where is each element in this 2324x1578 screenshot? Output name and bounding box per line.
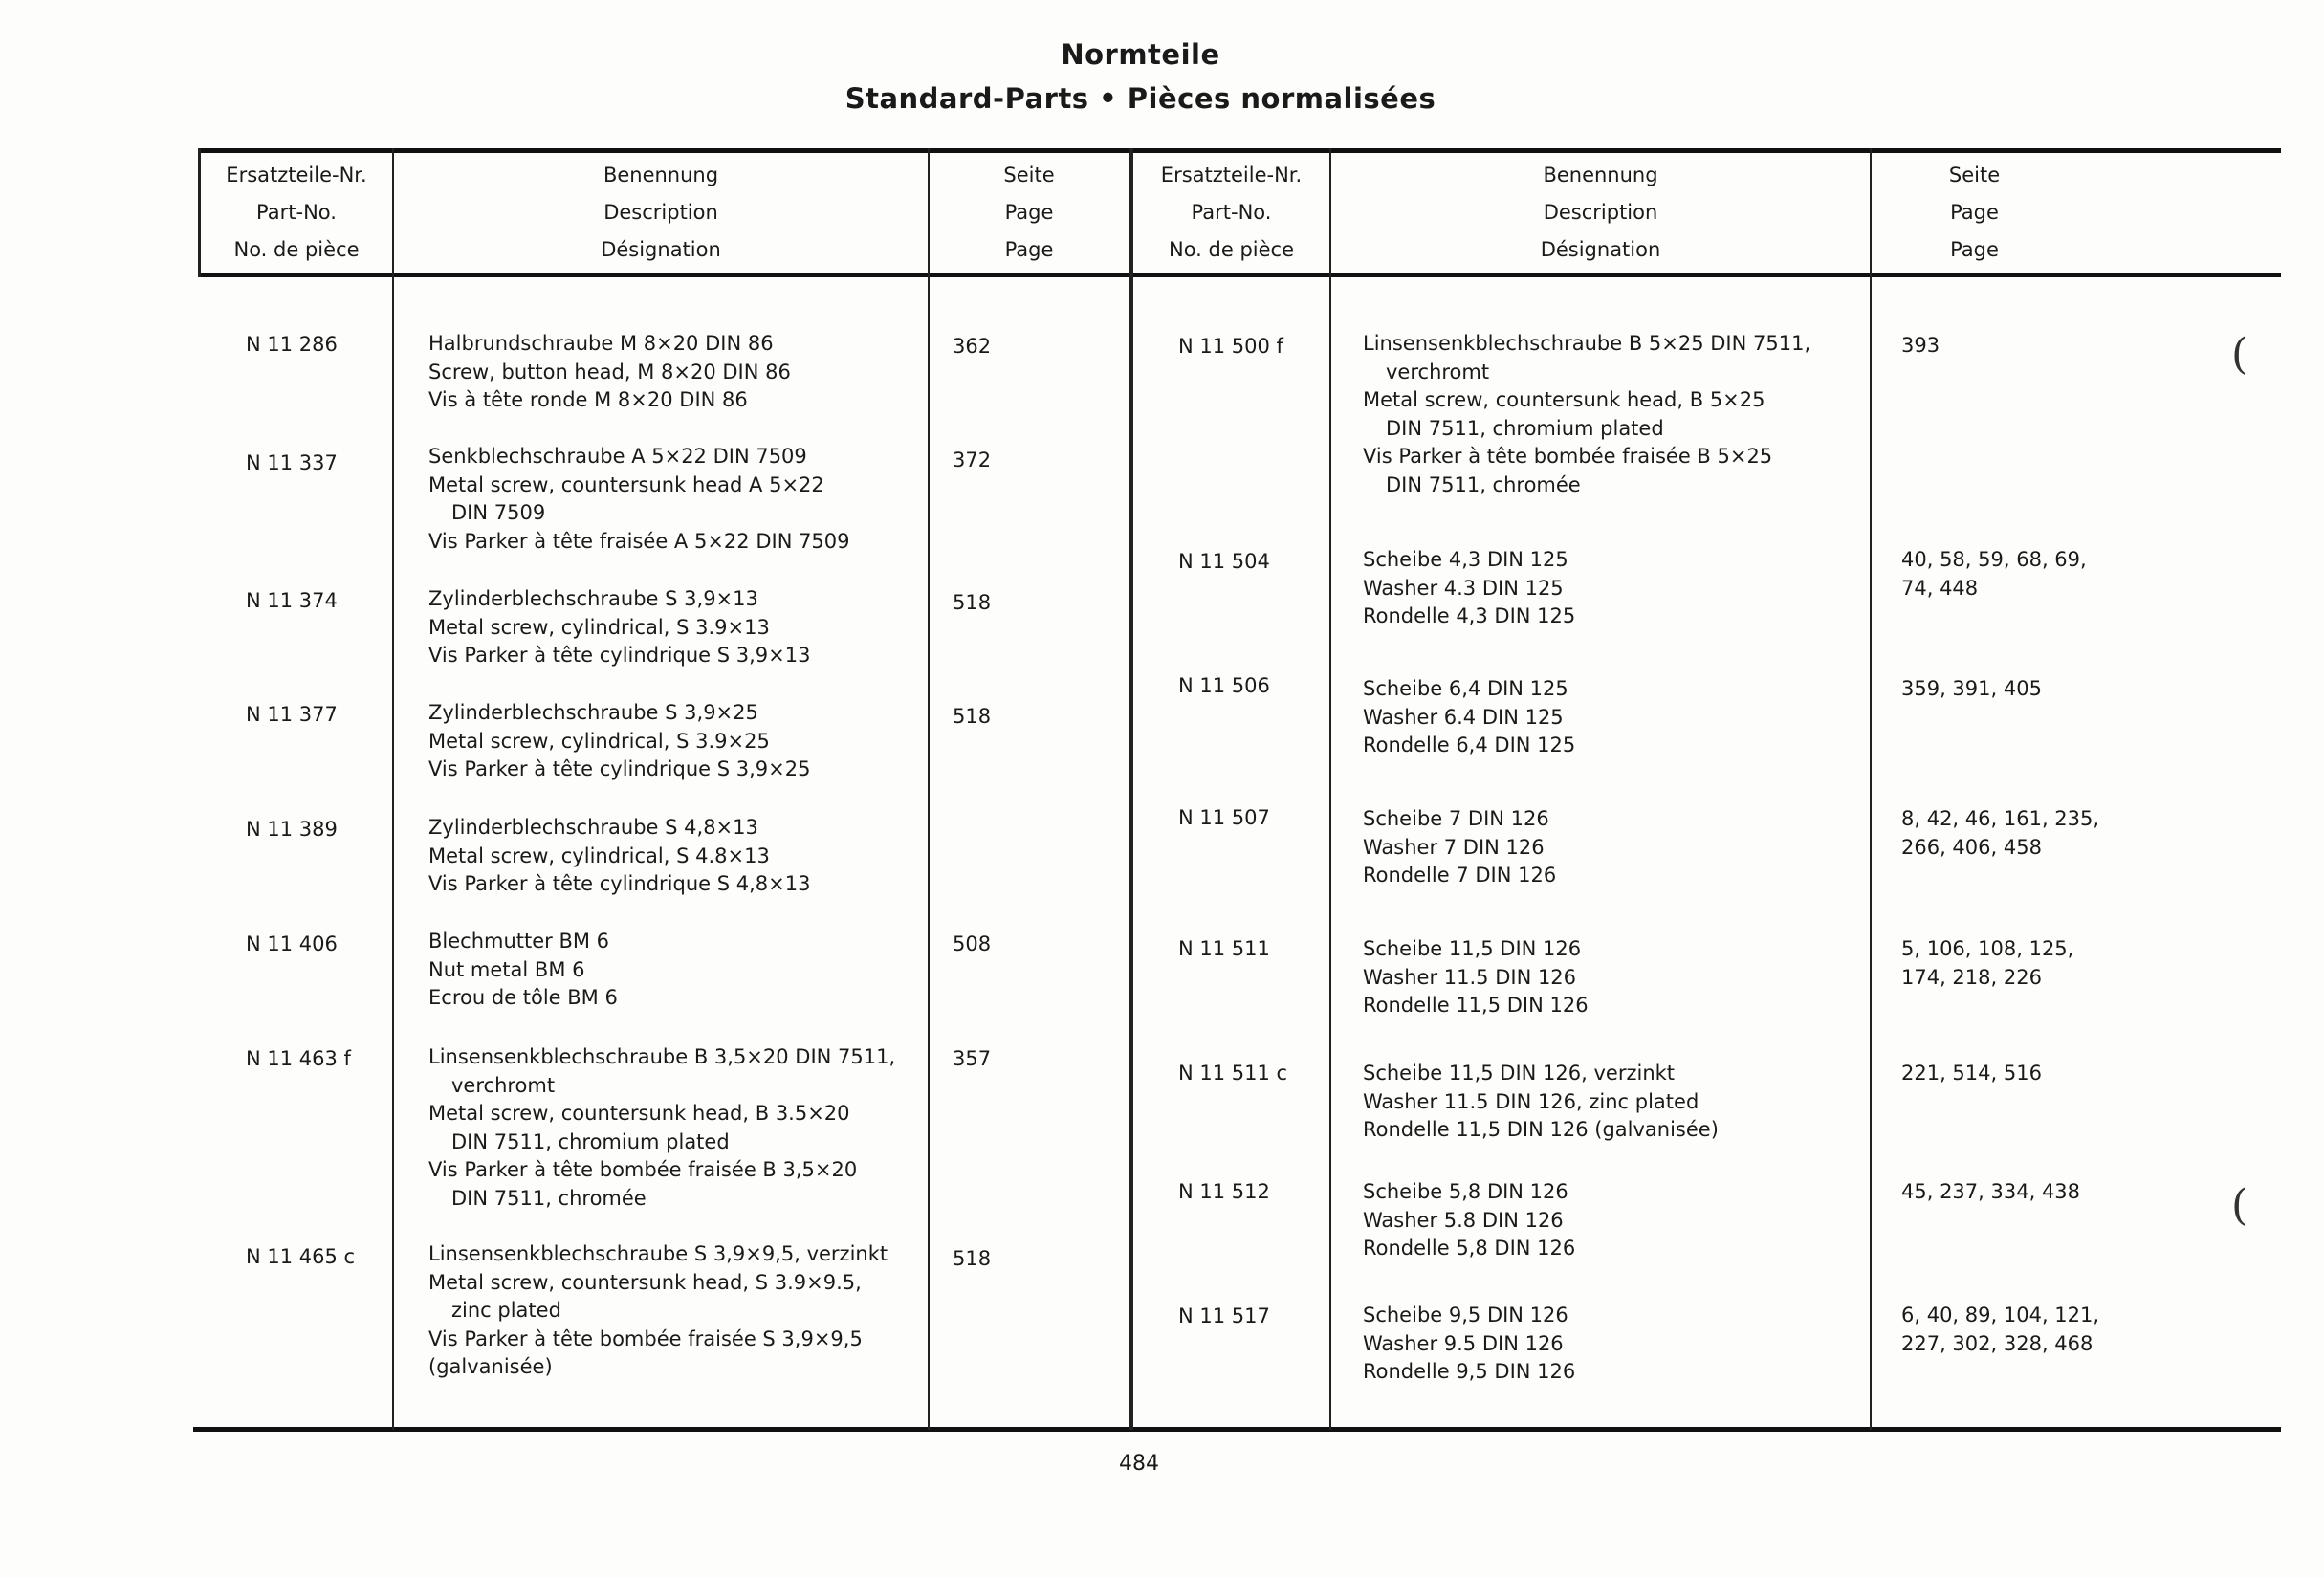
description-line: DIN 7509 (451, 501, 546, 524)
description-line: Washer 11.5 DIN 126 (1363, 965, 1577, 989)
description-line: Vis Parker à tête cylindrique S 3,9×25 (428, 757, 811, 780)
description-line: Metal screw, cylindrical, S 3.9×25 (428, 729, 770, 753)
header-part-line: Part-No. (1191, 201, 1272, 224)
description-line: verchromt (451, 1073, 556, 1097)
page-reference: 6, 40, 89, 104, 121, (1901, 1304, 2100, 1326)
description-line: Halbrundschraube M 8×20 DIN 86 (428, 332, 774, 355)
description-line: Scheibe 5,8 DIN 126 (1363, 1180, 1568, 1203)
table-center-divider (1129, 148, 1133, 1430)
header-part-line: Ersatzteile-Nr. (226, 164, 367, 186)
part-description (1363, 1060, 1719, 1145)
part-number: N 11 406 (246, 932, 338, 955)
description-line: Linsensenkblechschraube B 3,5×20 DIN 7511, (428, 1045, 896, 1068)
part-number: N 11 517 (1178, 1304, 1270, 1327)
description-line: DIN 7511, chromée (451, 1186, 647, 1210)
page-references (1901, 935, 2073, 992)
description-line: Washer 11.5 DIN 126, zinc plated (1363, 1089, 1699, 1113)
page-reference: 359, 391, 405 (1901, 677, 2042, 700)
part-description (428, 699, 810, 784)
page-reference: 393 (1901, 334, 1940, 357)
part-description (428, 330, 791, 415)
part-number: N 11 337 (246, 451, 338, 474)
description-line: Washer 7 DIN 126 (1363, 835, 1545, 859)
page-title: Normteile (1061, 38, 1220, 71)
description-line: Washer 9.5 DIN 126 (1363, 1331, 1564, 1355)
page-reference: 8, 42, 46, 161, 235, (1901, 807, 2100, 830)
page-reference: 5, 106, 108, 125, (1901, 937, 2074, 960)
description-line: Washer 4.3 DIN 125 (1363, 576, 1564, 600)
part-number: N 11 389 (246, 818, 338, 841)
header-page-line: Seite (1948, 164, 2001, 186)
part-description (428, 1240, 888, 1382)
header-part-line: Ersatzteile-Nr. (1160, 164, 1303, 186)
description-line: Scheibe 11,5 DIN 126, verzinkt (1363, 1062, 1676, 1085)
page-reference: 174, 218, 226 (1901, 965, 2042, 989)
description-line: Scheibe 7 DIN 126 (1363, 807, 1549, 830)
description-line: Zylinderblechschraube S 4,8×13 (428, 816, 758, 839)
description-line: Linsensenkblechschraube S 3,9×9,5, verzinkt (428, 1242, 888, 1265)
description-line: Zylinderblechschraube S 3,9×13 (428, 587, 758, 610)
part-number: N 11 465 c (246, 1245, 356, 1268)
page-reference: 221, 514, 516 (1901, 1062, 2042, 1085)
page-reference: 372 (953, 449, 992, 471)
header-part-no-right (1133, 157, 1329, 272)
header-page-line: Page (1950, 201, 1999, 224)
page-references (1901, 1060, 2042, 1088)
description-line: Metal screw, countersunk head, B 3.5×20 (428, 1102, 850, 1125)
header-page-line: Page (1950, 238, 1999, 261)
part-number: N 11 374 (246, 589, 338, 612)
part-description (428, 585, 810, 670)
page-reference: 518 (953, 591, 992, 614)
description-line: Metal screw, cylindrical, S 3.9×13 (428, 615, 770, 639)
part-number: N 11 511 (1178, 937, 1270, 960)
description-line: Scheibe 9,5 DIN 126 (1363, 1304, 1568, 1326)
description-line: verchromt (1386, 360, 1490, 384)
description-line: Vis Parker à tête fraisée A 5×22 DIN 7509 (428, 529, 850, 553)
col-divider-right-desc (1329, 148, 1331, 1430)
description-line: Scheibe 6,4 DIN 125 (1363, 677, 1568, 700)
description-line: (galvanisée) (428, 1355, 553, 1378)
table-bottom-rule (193, 1427, 2281, 1432)
header-desc-line: Benennung (603, 164, 719, 186)
description-line: Vis Parker à tête bombée fraisée B 5×25 (1363, 445, 1773, 468)
page-reference: 357 (953, 1047, 992, 1070)
part-description (1363, 546, 1575, 631)
description-line: Senkblechschraube A 5×22 DIN 7509 (428, 445, 807, 468)
description-line: zinc plated (451, 1299, 561, 1322)
page-reference: 518 (953, 705, 992, 728)
header-desc-line: Benennung (1543, 164, 1658, 186)
part-number: N 11 507 (1178, 806, 1270, 829)
description-line: Rondelle 11,5 DIN 126 (galvanisée) (1363, 1118, 1719, 1141)
page-references (1901, 1302, 2099, 1358)
part-description (428, 443, 850, 556)
header-page-line: Page (1004, 238, 1054, 261)
col-divider-left-desc (392, 148, 394, 1430)
part-description (1363, 675, 1575, 760)
header-part-line: No. de pièce (1168, 238, 1294, 261)
description-line: Washer 5.8 DIN 126 (1363, 1208, 1564, 1232)
header-desc-line: Description (1543, 201, 1658, 224)
part-number: N 11 377 (246, 703, 338, 726)
description-line: Rondelle 9,5 DIN 126 (1363, 1360, 1576, 1383)
part-number: N 11 512 (1178, 1180, 1270, 1203)
page-references (1901, 805, 2099, 862)
description-line: Nut metal BM 6 (428, 957, 585, 981)
description-line: Rondelle 6,4 DIN 125 (1363, 734, 1576, 756)
page-number: 484 (1119, 1452, 1159, 1476)
page-reference: 518 (953, 1247, 992, 1270)
header-desc-line: Désignation (1540, 238, 1661, 261)
page-references (1901, 675, 2042, 704)
binder-hole-mark-icon: ( (2231, 330, 2248, 379)
part-number: N 11 511 c (1178, 1062, 1288, 1085)
description-line: Rondelle 7 DIN 126 (1363, 864, 1557, 887)
header-page-line: Page (1004, 201, 1054, 224)
header-description-left (394, 157, 928, 272)
part-number: N 11 463 f (246, 1047, 351, 1070)
part-description (1363, 1302, 1575, 1387)
description-line: Zylinderblechschraube S 3,9×25 (428, 701, 758, 724)
page-references (1901, 1178, 2080, 1207)
part-number: N 11 286 (246, 333, 338, 356)
header-part-line: Part-No. (256, 201, 337, 224)
page-reference: 266, 406, 458 (1901, 835, 2042, 859)
page-reference: 40, 58, 59, 68, 69, (1901, 548, 2087, 571)
description-line: Rondelle 5,8 DIN 126 (1363, 1237, 1576, 1260)
description-line: Rondelle 4,3 DIN 125 (1363, 604, 1576, 627)
page-references (1901, 332, 1940, 361)
description-line: Vis Parker à tête bombée fraisée S 3,9×9,5 (428, 1326, 863, 1350)
description-line: Screw, button head, M 8×20 DIN 86 (428, 360, 791, 384)
part-description (428, 814, 810, 899)
description-line: Scheibe 4,3 DIN 125 (1363, 548, 1568, 571)
part-number: N 11 500 f (1178, 335, 1283, 358)
page-reference: 362 (953, 335, 992, 358)
description-line: Vis Parker à tête bombée fraisée B 3,5×20 (428, 1158, 858, 1181)
description-line: DIN 7511, chromium plated (451, 1129, 730, 1153)
header-part-no-left (201, 157, 392, 272)
header-description-right (1331, 157, 1870, 272)
description-line: DIN 7511, chromée (1386, 472, 1581, 496)
page-reference: 74, 448 (1901, 576, 1979, 600)
header-page-left (930, 157, 1129, 272)
description-line: Washer 6.4 DIN 125 (1363, 705, 1564, 729)
binder-hole-mark-icon: ( (2231, 1181, 2248, 1230)
description-line: Metal screw, cylindrical, S 4.8×13 (428, 844, 770, 867)
description-line: Scheibe 11,5 DIN 126 (1363, 937, 1582, 960)
description-line: Metal screw, countersunk head, S 3.9×9.5, (428, 1270, 862, 1294)
description-line: Metal screw, countersunk head, B 5×25 (1363, 388, 1765, 411)
description-line: Blechmutter BM 6 (428, 930, 610, 953)
header-page-right (1872, 157, 2077, 272)
description-line: Linsensenkblechschraube B 5×25 DIN 7511, (1363, 332, 1811, 355)
description-line: Vis Parker à tête cylindrique S 3,9×13 (428, 644, 811, 667)
description-line: Ecrou de tôle BM 6 (428, 986, 618, 1009)
table-top-rule (198, 148, 2281, 153)
part-number: N 11 504 (1178, 550, 1270, 573)
header-page-line: Seite (1003, 164, 1055, 186)
part-description (428, 1043, 895, 1213)
page-reference: 45, 237, 334, 438 (1901, 1180, 2081, 1203)
header-bottom-rule (198, 273, 2281, 277)
page-reference: 508 (953, 932, 992, 955)
header-desc-line: Description (603, 201, 718, 224)
header-part-line: No. de pièce (233, 238, 360, 261)
description-line: Vis Parker à tête cylindrique S 4,8×13 (428, 872, 811, 895)
part-description (1363, 1178, 1575, 1263)
page-reference: 227, 302, 328, 468 (1901, 1331, 2094, 1355)
page-references (1901, 546, 2087, 603)
col-divider-right-page (1870, 148, 1872, 1430)
description-line: Vis à tête ronde M 8×20 DIN 86 (428, 388, 748, 411)
part-description (1363, 330, 1810, 499)
header-desc-line: Désignation (601, 238, 721, 261)
page-subtitle: Standard-Parts • Pièces normalisées (844, 82, 1436, 115)
description-line: Rondelle 11,5 DIN 126 (1363, 994, 1589, 1017)
part-description (1363, 805, 1556, 890)
part-number: N 11 506 (1178, 674, 1270, 697)
part-description (428, 928, 618, 1013)
description-line: Metal screw, countersunk head A 5×22 (428, 472, 824, 496)
description-line: DIN 7511, chromium plated (1386, 416, 1664, 440)
part-description (1363, 935, 1589, 1020)
col-divider-left-page (928, 148, 930, 1430)
